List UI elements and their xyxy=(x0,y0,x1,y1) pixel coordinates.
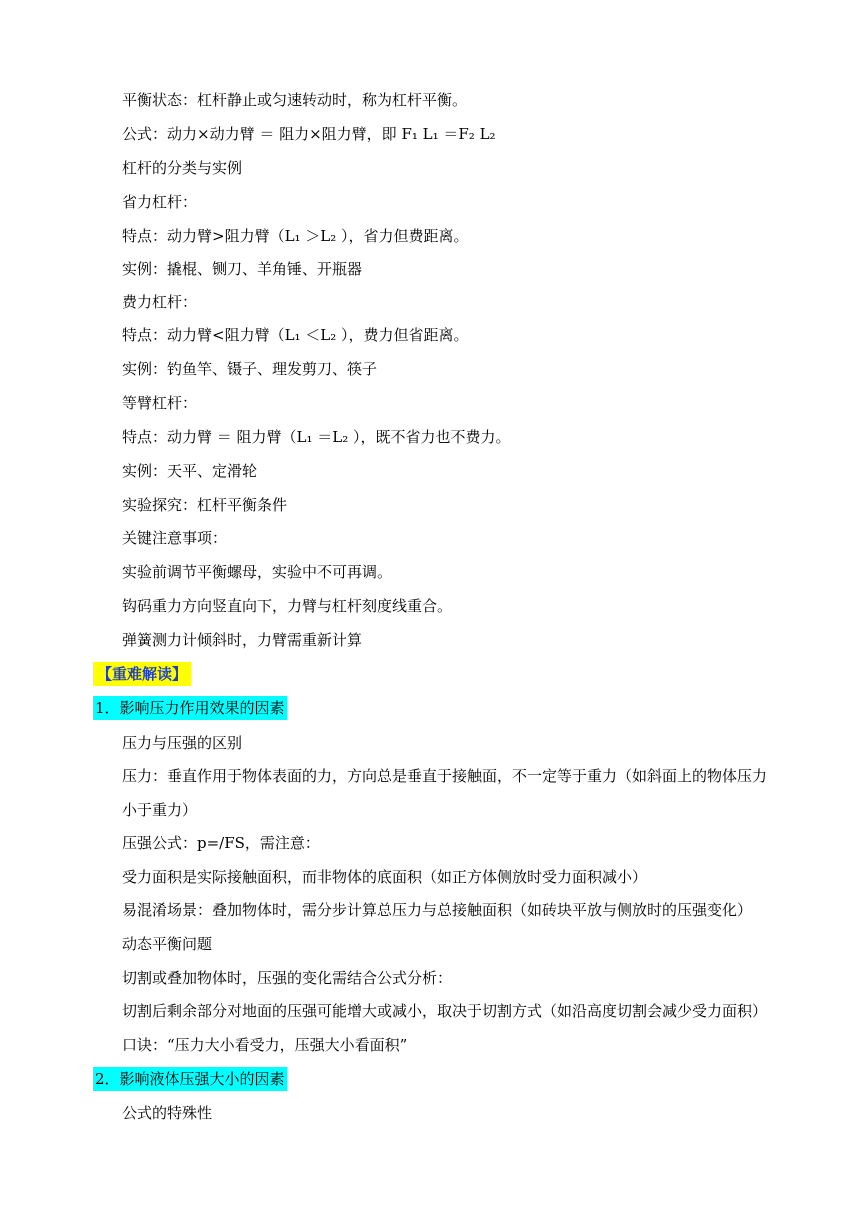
text-line: 关键注意事项： xyxy=(122,529,228,547)
text-line: 公式的特殊性 xyxy=(122,1104,213,1122)
text-line: 弹簧测力计倾斜时，力臂需重新计算 xyxy=(122,631,363,649)
text-line: 实例：钓鱼竿、镊子、理发剪刀、筷子 xyxy=(122,360,378,378)
text-line: 实验探究：杠杆平衡条件 xyxy=(122,496,288,514)
text-line: 杠杆的分类与实例 xyxy=(122,159,243,177)
text-line: 实验前调节平衡螺母，实验中不可再调。 xyxy=(122,563,393,581)
text-line: 钩码重力方向竖直向下，力臂与杠杆刻度线重合。 xyxy=(122,597,453,615)
text-line: 压力与压强的区别 xyxy=(122,734,243,752)
section-header xyxy=(93,664,191,684)
text-line: 等臂杠杆： xyxy=(122,394,198,412)
text-line: 特点：动力臂 ＝ 阻力臂（L₁ ＝L₂ ），既不省力也不费力。 xyxy=(122,428,511,446)
text-line: 切割或叠加物体时，压强的变化需结合公式分析： xyxy=(122,969,453,987)
text-line: 特点：动力臂>阻力臂（L₁ ＞L₂ ），省力但费距离。 xyxy=(122,227,469,245)
heading-2-label: 2．影响液体压强大小的因素 xyxy=(93,1067,287,1091)
section-header-label: 【重难解读】 xyxy=(93,662,191,686)
text-line: 压强公式：p=/FS，需注意： xyxy=(122,834,320,852)
text-line: 易混淆场景：叠加物体时，需分步计算总压力与总接触面积（如砖块平放与侧放时的压强变化） xyxy=(122,901,753,919)
text-line: 受力面积是实际接触面积，而非物体的底面积（如正方体侧放时受力面积减小） xyxy=(122,868,648,886)
text-line: 公式：动力×动力臂 ＝ 阻力×阻力臂，即 F₁ L₁ ＝F₂ L₂ xyxy=(122,125,496,143)
heading-1 xyxy=(93,698,287,718)
text-line: 省力杠杆： xyxy=(122,193,198,211)
text-line: 切割后剩余部分对地面的压强可能增大或减小，取决于切割方式（如沿高度切割会减少受力面积） xyxy=(122,1002,768,1020)
text-line: 实例：撬棍、铡刀、羊角锤、开瓶器 xyxy=(122,260,363,278)
text-line: 特点：动力臂<阻力臂（L₁ ＜L₂ ），费力但省距离。 xyxy=(122,326,469,344)
heading-1-label: 1．影响压力作用效果的因素 xyxy=(93,696,287,720)
text-line: 口诀：“压力大小看受力，压强大小看面积” xyxy=(122,1036,408,1054)
text-line: 动态平衡问题 xyxy=(122,935,213,953)
heading-2 xyxy=(93,1069,287,1089)
text-line: 实例：天平、定滑轮 xyxy=(122,462,258,480)
text-line: 平衡状态：杠杆静止或匀速转动时，称为杠杆平衡。 xyxy=(122,91,468,109)
text-line: 费力杠杆： xyxy=(122,293,198,311)
text-line: 压力：垂直作用于物体表面的力，方向总是垂直于接触面，不一定等于重力（如斜面上的物体压力小于重力） xyxy=(122,767,768,819)
